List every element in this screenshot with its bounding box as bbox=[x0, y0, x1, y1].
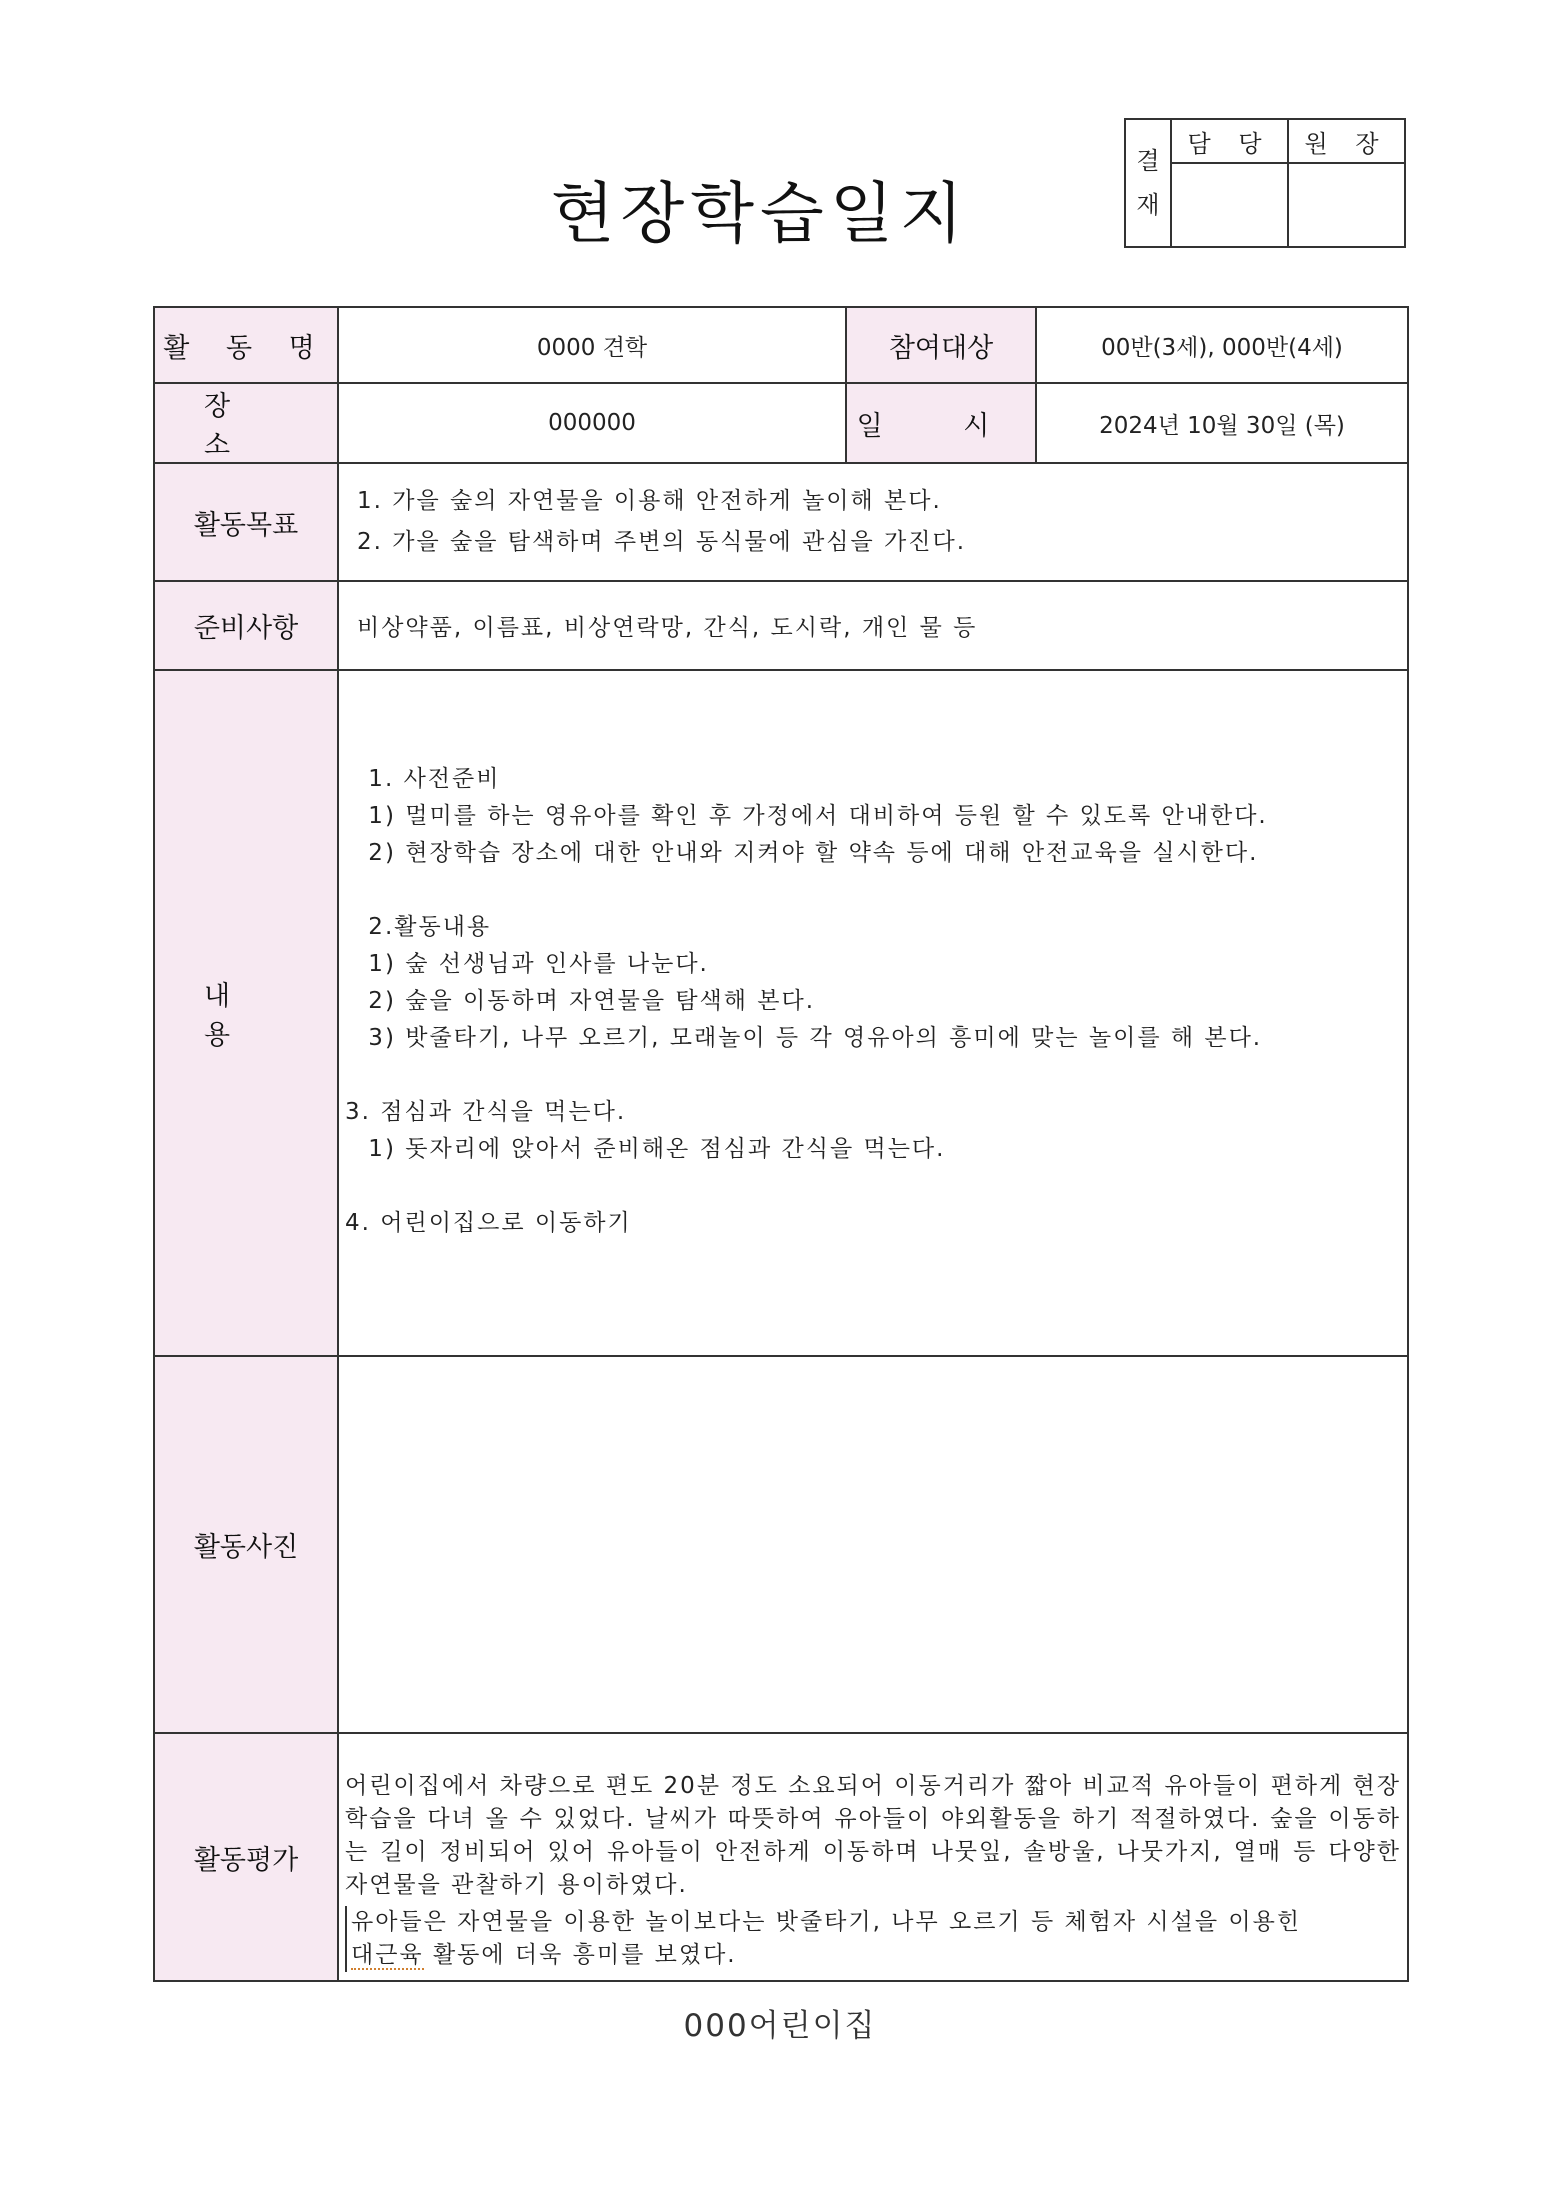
approval-box bbox=[1124, 118, 1406, 248]
content-line: 2) 숲을 이동하며 자연물을 탐색해 본다. bbox=[359, 988, 816, 1014]
goals-value bbox=[338, 463, 1408, 581]
photo-area[interactable] bbox=[338, 1356, 1408, 1733]
eval-paragraph-1: 어린이집에서 차량으로 편도 20분 정도 소요되어 이동거리가 짧아 비교적 유아들이 편하게 현장학습을 다녀 올 수 있었다. 날씨가 따뜻하여 유아들이 야외활동을 하기 적절하였다. 숲을 이동하는 길이 정비되어 있어 유아들이 안전하게 이동하며 나뭇잎, 솔방울, 나뭇가지, 열매 등 다양한 자연물을 관찰하기 용이하였다. bbox=[345, 1773, 1401, 1898]
content-line: 3. 점심과 간식을 먹는다. bbox=[345, 1099, 627, 1125]
participants-value: 00반(3세), 000반(4세) bbox=[1036, 307, 1408, 383]
place-value: 000000 bbox=[338, 383, 846, 463]
approval-header-director: 원 장 bbox=[1287, 120, 1404, 162]
content-line: 2) 현장학습 장소에 대한 안내와 지켜야 할 약속 등에 대해 안전교육을 실시한다. bbox=[359, 840, 1259, 866]
content-line: 1) 숲 선생님과 인사를 나눈다. bbox=[359, 951, 709, 977]
activity-label: 활 동 명 bbox=[154, 307, 338, 383]
goal-item: 1. 가을 숲의 자연물을 이용해 안전하게 놀이해 본다. bbox=[357, 488, 942, 514]
eval-paragraph-2 bbox=[345, 1906, 1401, 1972]
content-line: 3) 밧줄타기, 나무 오르기, 모래놀이 등 각 영유아의 흥미에 맞는 놀이를 해 본다. bbox=[359, 1025, 1263, 1051]
photo-label: 활동사진 bbox=[154, 1356, 338, 1733]
content-gap bbox=[359, 872, 1407, 909]
row-photo bbox=[154, 1356, 1408, 1733]
eval-value bbox=[338, 1733, 1408, 1981]
date-label: 일 시 bbox=[846, 383, 1036, 463]
goal-item: 2. 가을 숲을 탐색하며 주변의 동식물에 관심을 가진다. bbox=[357, 529, 967, 555]
content-line: 1. 사전준비 bbox=[359, 766, 501, 792]
content-gap bbox=[359, 1057, 1407, 1094]
approval-side-label-2: 재 bbox=[1136, 191, 1160, 219]
activity-value: 0000 견학 bbox=[338, 307, 846, 383]
document-title: 현장학습일지 bbox=[550, 175, 970, 252]
eval-paragraph-2-line-2: 활동에 더욱 흥미를 보였다. bbox=[423, 1942, 737, 1968]
eval-underlined-word: 대근육 bbox=[351, 1942, 424, 1968]
content-label: 내 용 bbox=[154, 670, 338, 1356]
row-place bbox=[154, 383, 1408, 463]
date-value: 2024년 10월 30일 (목) bbox=[1036, 383, 1408, 463]
participants-label: 참여대상 bbox=[846, 307, 1036, 383]
prep-value: 비상약품, 이름표, 비상연락망, 간식, 도시락, 개인 물 등 bbox=[338, 581, 1408, 670]
eval-paragraph-2-line-1: 유아들은 자연물을 이용한 놀이보다는 밧줄타기, 나무 오르기 등 체험자 시설을 이용힌 bbox=[351, 1909, 1302, 1935]
report-table bbox=[153, 306, 1409, 1982]
content-line: 2.활동내용 bbox=[359, 914, 492, 940]
place-label: 장 소 bbox=[154, 383, 338, 463]
row-goals bbox=[154, 463, 1408, 581]
content-line: 1) 멀미를 하는 영유아를 확인 후 가정에서 대비하여 등원 할 수 있도록 안내한다. bbox=[359, 803, 1268, 829]
row-eval bbox=[154, 1733, 1408, 1981]
approval-side-label bbox=[1126, 120, 1170, 246]
content-gap bbox=[359, 1168, 1407, 1205]
approval-sign-director[interactable] bbox=[1287, 162, 1404, 246]
content-line: 1) 돗자리에 앉아서 준비해온 점심과 간식을 먹는다. bbox=[359, 1136, 946, 1162]
row-activity bbox=[154, 307, 1408, 383]
prep-label: 준비사항 bbox=[154, 581, 338, 670]
eval-label: 활동평가 bbox=[154, 1733, 338, 1981]
row-content bbox=[154, 670, 1408, 1356]
approval-side-label-1: 결 bbox=[1136, 147, 1160, 175]
approval-sign-staff[interactable] bbox=[1170, 162, 1287, 246]
content-value bbox=[338, 670, 1408, 1356]
row-prep bbox=[154, 581, 1408, 670]
approval-header-staff: 담 당 bbox=[1170, 120, 1287, 162]
content-line: 4. 어린이집으로 이동하기 bbox=[345, 1210, 632, 1236]
footer-institution: 000어린이집 bbox=[683, 2008, 877, 2044]
goals-label: 활동목표 bbox=[154, 463, 338, 581]
